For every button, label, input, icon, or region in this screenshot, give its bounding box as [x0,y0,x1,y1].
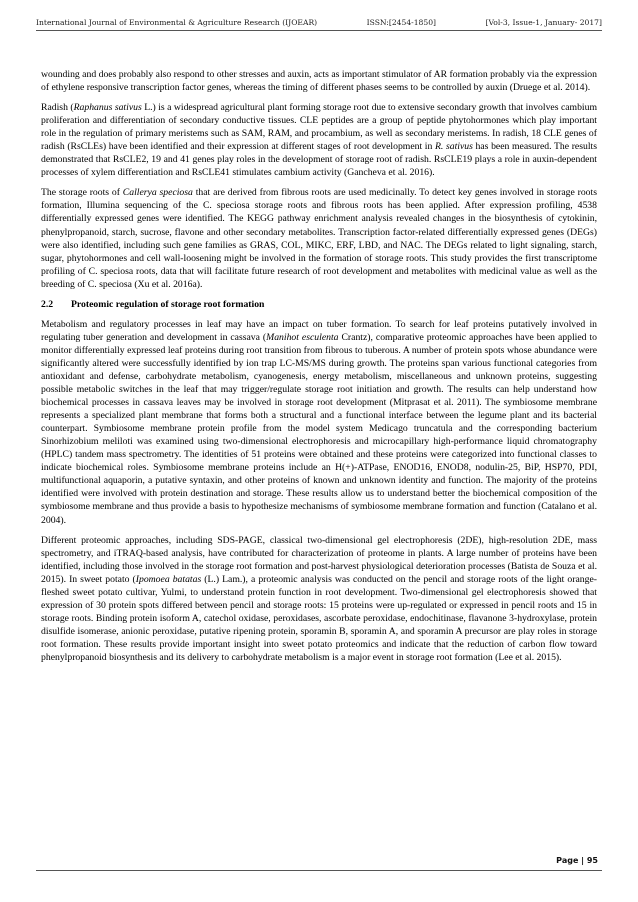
header-rule [36,30,602,31]
paragraph-group-1 [41,68,597,291]
text-run: (L.) Lam.), a proteomic analysis was conducted on the pencil and storage roots of the light orange-fleshed sweet potato cultivar, Yulmi, to understand protein function in root development. Two-dimensional gel electrophoresis showed that expression of 30 protein spots differed between pencil and storage roots: 15 proteins were up-regulated or expressed in pencil roots and 15 in storage roots. Binding protein isoform A, catechol oxidase, peroxidases, ascorbate peroxidase, endochitinase, flavanone 3-hydroxylase, protein disulfide isomerase, anionic peroxidase, putative ripening protein, sporamin B, sporamin A, and sporamin A precursor are play roles in storage root formation. These results provide important insight into sweet potato proteomics and indicate that the reduction of carbon flow toward phenylpropanoid biosynthesis and its delivery to carbohydrate metabolism is a major event in storage root formation (Lee et al. 2015). [41,573,597,663]
italic-term: Ipomoea batatas [135,573,202,585]
text-run: L.) is a widespread agricultural plant forming storage root due to extensive secondary growth that involves cambium proliferation and differentiation of secondary conductive tissues. CLE peptides are a group of peptide phytohormones which play important role in the regulation of primary meristems such as SAM, RAM, and procambium, as well as secondary meristems. In radish, 18 CLE genes of radish (RsCLEs) have been identified and their expression at different stages of root development in [41,102,597,153]
italic-term: Raphanus sativus [73,102,142,114]
text-run: Crantz), comparative proteomic approaches have been applied to monitor differentially expressed leaf proteins during root transition from fibrous to tuberous. A number of protein spots whose abundance were significantly altered were successfully identified by ion trap LC-MS/MS during growth. The proteins span various functional categories from antioxidant and defense, carbohydrate metabolism, cyanogenesis, energy metabolism, miscellaneous and unknown proteins, suggesting possible metabolic switches in the leaf that may trigger/regulate storage root initiation and growth. The results can help understand how biochemical processes in cassava leaves may be involved in storage root development (Mitprasat et al. 2011). The symbiosome membrane represents a specialized plant membrane that forms both a structural and a functional interface between the legume plant and its bacterial counterpart. Symbiosome membrane protein profile from the model system Medicago truncatula and the corresponding bacterium Sinorhizobium meliloti was examined using two-dimensional electrophoresis and microcapillary high-performance liquid chromatography (HPLC) tandem mass spectrometry. The identities of 51 proteins were obtained and these proteins were categorized into functional classes to indicate biochemical roles. Symbiosome membrane proteins include an H(+)-ATPase, ENOD16, ENOD8, nodulin-25, BiP, HSP70, PDI, multifunctional aquaporin, a putative syntaxin, and other proteins of known and unknown identity and function. The majority of the proteins identified were involved with protein destination and storage. These results allow us to understand better the biochemical composition of the symbiosome membrane and thus provide a basis to hypothesize mechanisms of symbiosome membrane formation and function (Catalano et al. 2004). [41,331,597,526]
text-run: Different proteomic approaches, including SDS-PAGE, classical two-dimensional gel electrophoresis (2DE), high-resolution 2DE, mass spectrometry, and iTRAQ-based analysis, have contributed for characterization of proteome in plants. A large number of proteins have been identified, including those involved in the storage root formation and post-harvest physiological deterioration processes (Batista de Souza et al. 2015). In sweet potato ( [41,534,597,585]
section-heading [41,298,597,311]
italic-term: Callerya speciosa [122,187,193,199]
body-paragraph [41,534,597,664]
issn: ISSN:[2454-1850] [366,18,437,27]
body-paragraph [41,101,597,179]
volume-issue: [Vol-3, Issue-1, January- 2017] [485,18,602,27]
running-header [36,6,602,30]
text-run: Metabolism and regulatory processes in leaf may have an impact on tuber formation. To search for leaf proteins putatively involved in regulating tuber generation and development in cassava ( [41,318,597,343]
italic-term: R. sativus [434,141,473,153]
body-paragraph [41,186,597,290]
text-run: The storage roots of [41,187,123,199]
italic-term: Manihot esculenta [266,331,339,343]
text-run: Radish ( [41,102,74,114]
body-paragraph [41,68,597,94]
article-body [41,68,597,671]
page-number: Page | 95 [556,856,598,865]
journal-name: International Journal of Environmental & Agriculture Research (IJOEAR) [36,18,318,27]
text-run: wounding and does probably also respond to other stresses and auxin, acts as important stimulator of AR formation probably via the expression of ethylene responsive transcription factor genes, whereas the timing of different phases seems to be controlled by auxin (Druege et al. 2014). [41,69,597,94]
paragraph-group-2 [41,318,597,664]
footer-rule [36,870,602,871]
body-paragraph [41,318,597,527]
section-title: Proteomic regulation of storage root formation [71,298,265,310]
text-run: that are derived from fibrous roots are used medicinally. To detect key genes involved in storage roots formation, Illumina sequencing of the C. speciosa storage roots and fibrous roots has been applied. After expression profiling, 4538 differentially expressed genes were identified. The KEGG pathway enrichment analysis revealed changes in the biosynthesis of cytokinin, phenylpropanoid, starch, sucrose, flavone and other secondary metabolites. Transcription factor-related differentially expressed genes (DEGs) were also identified, including such gene families as GRAS, COL, MIKC, ERF, LBD, and NAC. The DEGs related to light signaling, starch, sugar, phytohormones and cell wall-loosening might be involved in the formation of storage roots. This study provides the first transcriptome profiling of C. speciosa roots, data that will facilitate future research of root development and metabolites with medicinal value as well as the breeding of C. speciosa (Xu et al. 2016a). [41,187,597,290]
section-number: 2.2 [41,298,54,310]
text-run: has been measured. The results demonstrated that RsCLE2, 19 and 41 genes play roles in the development of storage root of radish. RsCLE19 plays a role in auxin-dependent processes of xylem differentiation and RsCLE41 stimulates cambium activity (Gancheva et al. 2016). [41,141,597,179]
